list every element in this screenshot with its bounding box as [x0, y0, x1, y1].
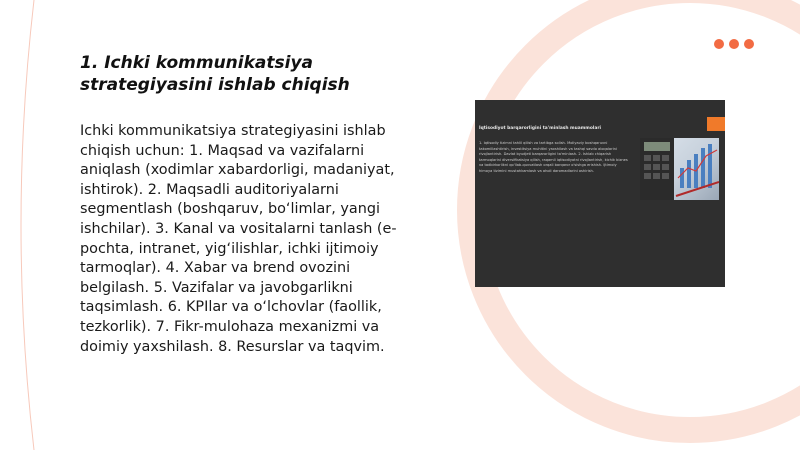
thumbnail-title: Iqtisodiyot barqarorligini ta'minlash muammolari: [479, 126, 602, 131]
dot: [714, 39, 724, 49]
thumbnail-accent-block: [707, 117, 725, 131]
slide-title: 1. Ichki kommunikatsiya strategiyasini ishlab chiqish: [80, 53, 350, 95]
dot: [729, 39, 739, 49]
thumbnail-body: 1. Iqtisodiy tizimni tahlil qilish va tartibga solish. Moliyaviy boshqaruvni takomillashtirish, investitsiya muhitini yaxshilash va tashqi savdo aloqalarini rivojlantirish. Davlat byudjeti barqarorligini ta'minlash. 2. Ishlab chiqarish tarmoqlarini diversifikatsiya qilish, raqamli iqtisodiyotni rivojlantirish, kichik biznes va tadbirkorlikni qo'llab-quvvatlash orqali barqaror o'sishga erishish. Ijtimoiy himoya tizimini mustahkamlash va aholi daromadlarini oshirish.: [479, 141, 628, 173]
thumbnail-photo: [640, 138, 719, 200]
slide-body-text: Ichki kommunikatsiya strategiyasini ishlab chiqish uchun: 1. Maqsad va vazifalarni aniqlash (xodimlar xabardorligi, madaniyat, ishtirok). 2. Maqsadli auditoriyalarni segmentlash (boshqaruv, bo‘limlar, yangi ishchilar). 3. Kanal va vositalarni tanlash (e-pochta, intranet, yig‘ilishlar, ichki ijtimoiy tarmoqlar). 4. Xabar va brend ovozini belgilash. 5. Vazifalar va javobgarlikni taqsimlash. 6. KPIlar va o‘lchovlar (faollik, tezkorlik). 7. Fikr-mulohaza mexanizmi va doimiy yaxshilash. 8. Resurslar va taqvim.: [80, 123, 397, 355]
ellipsis-dots-icon: [714, 39, 754, 49]
calculator-chart-illustration: [640, 138, 719, 200]
dot: [744, 39, 754, 49]
slide-thumbnail-image: [475, 100, 725, 287]
